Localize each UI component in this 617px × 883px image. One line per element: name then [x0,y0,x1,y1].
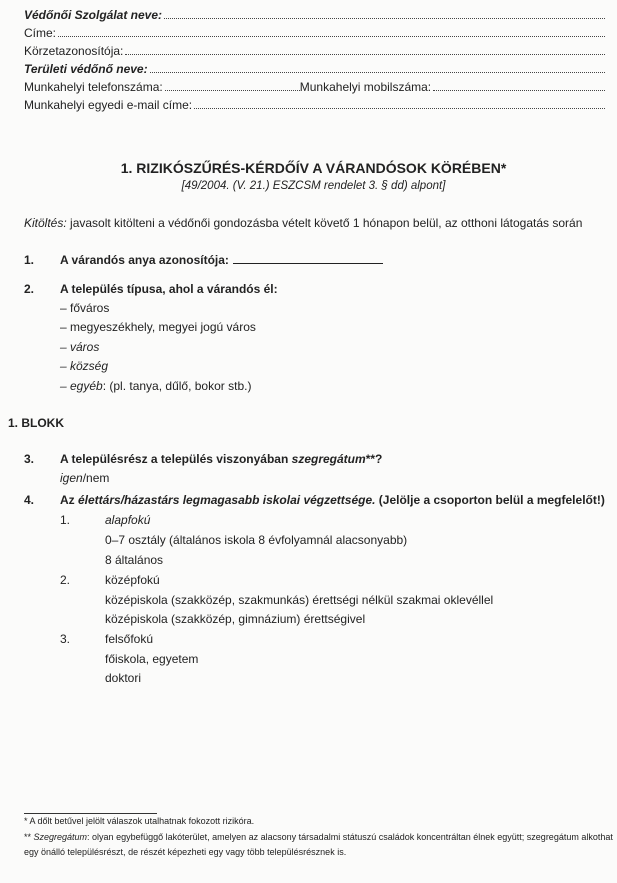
q4-text-b: élettárs/házastárs legmagasabb iskolai végzettsége. [78,493,376,507]
q1-text [60,253,383,267]
instructions-text: javasolt kitölteni a védőnői gondozásba vételt követő 1 hónapon belül, az otthoni látogatás során [66,216,583,230]
work-email-label: Munkahelyi egyedi e-mail címe: [24,98,193,112]
q4-group-name: alapfokú [105,513,151,527]
q4-option: doktori [105,671,142,685]
q4-text-a: Az [60,493,78,507]
nurse-name-field [24,62,605,76]
q3-suffix: **? [365,452,383,466]
instructions [24,216,582,230]
q2-option: – község [60,359,109,373]
q2-option-other [60,379,251,393]
q2-other-label: – egyéb [60,379,103,393]
q4-text-c: (Jelölje a csoporton belül a megfelelőt!) [375,493,605,507]
footnote-2-continued: egy önálló településrészt, de részét képezheti egy vagy több településrésznek is. [24,847,347,857]
q4-number: 4. [24,493,35,507]
q3-term: szegregátum [291,452,366,466]
fill-line [433,80,605,91]
q4-option: 0–7 osztály (általános iskola 8 évfolyamnál alacsonyabb) [105,533,408,547]
q1-answer-line [233,263,383,264]
q4-group-number: 2. [60,573,71,587]
q4-option: középiskola (szakközép, szakmunkás) érettségi nélkül szakmai oklevéllel [105,593,494,607]
q2-number: 2. [24,282,35,296]
q3-number: 3. [24,452,35,466]
fill-line [165,80,300,91]
work-phone-label: Munkahelyi telefonszáma: [24,80,163,94]
footnote-1: * A dőlt betűvel jelölt válaszok utalhatnak fokozott rizikóra. [24,816,255,826]
footnote-2-text: : olyan egybefüggő lakóterület, amelyen az alacsony társadalmi státuszú családok koncentráltan élnek együtt; szegregátum alkothat [87,832,613,842]
q2-other-text: : (pl. tanya, dűlő, bokor stb.) [102,379,252,393]
q2-option: – megyeszékhely, megyei jogú város [60,320,256,334]
q2-text: A település típusa, ahol a várandós él: [60,282,278,296]
fill-line [58,26,605,37]
q4-option: 8 általános [105,553,164,567]
fill-line [194,98,605,109]
instructions-label: Kitöltés: [24,216,67,230]
fill-line [125,44,605,55]
q4-option: középiskola (szakközép, gimnázium) érettségivel [105,612,366,626]
nurse-name-label: Területi védőnő neve: [24,62,148,76]
page-title: 1. RIZIKÓSZŰRÉS-KÉRDŐÍV A VÁRANDÓSOK KÖRÉBEN* [120,160,507,176]
q3-label: A településrész a település viszonyában [60,452,292,466]
district-id-field [24,44,605,58]
service-name-label: Védőnői Szolgálat neve: [24,8,163,22]
footnote-2-term: Szegregátum [33,832,88,842]
q1-number: 1. [24,253,35,267]
district-id-label: Körzetazonosítója: [24,44,124,58]
q3-answer-yes: igen [60,471,83,485]
q4-group-name: felsőfokú [105,632,154,646]
page-subtitle: [49/2004. (V. 21.) ESZCSM rendelet 3. § dd) alpont] [181,180,446,192]
q2-option: – város [60,340,100,354]
address-label: Címe: [24,26,57,40]
q1-label: A várandós anya azonosítója: [60,253,229,267]
q3-answer [60,471,109,485]
email-field [24,98,605,112]
q2-option: – főváros [60,301,110,315]
service-name-field [24,8,605,22]
address-field [24,26,605,40]
footnote-2 [24,832,613,842]
phone-field [24,80,605,94]
q3-answer-no: /nem [82,471,110,485]
q4-group-name: középfokú [105,573,160,587]
q4-group-number: 3. [60,632,71,646]
q4-group-number: 1. [60,513,71,527]
q4-text [60,493,605,507]
work-mobile-label: Munkahelyi mobilszáma: [299,80,432,94]
q4-option: főiskola, egyetem [105,652,199,666]
footnote-divider [24,813,157,814]
fill-line [150,62,605,73]
block-heading: 1. BLOKK [8,416,65,430]
footnote-2-mark: ** [24,832,34,842]
fill-line [164,8,605,19]
q3-text [60,452,382,466]
